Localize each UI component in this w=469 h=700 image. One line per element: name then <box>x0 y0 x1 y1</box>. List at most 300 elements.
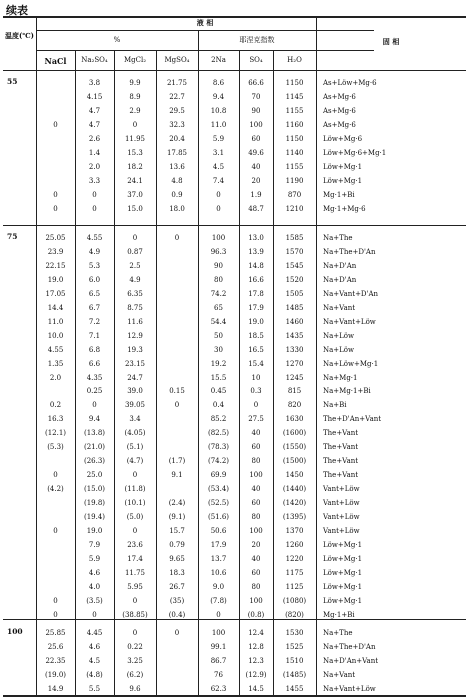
solid-phase-cell: Na+The <box>323 629 353 637</box>
table-cell: 0 <box>174 401 180 410</box>
header-liquid-phase: 液 相 <box>196 18 214 27</box>
table-cell: 69.9 <box>210 471 227 480</box>
solid-phase-cell: Mg·1+Bi <box>323 190 355 199</box>
table-cell: 1450 <box>285 471 304 480</box>
table-cell: 1175 <box>285 568 304 577</box>
table-cell: (0.4) <box>168 610 186 619</box>
solid-phase-cell: As+Mg·6 <box>323 106 356 115</box>
table-cell: 100 <box>211 629 226 637</box>
phase-equilibrium-table <box>3 16 466 696</box>
solid-phase-cell: Löw+Mg·1 <box>323 540 363 549</box>
solid-phase-cell: Na+Bi <box>323 401 347 410</box>
table-cell: 9.4 <box>212 92 225 101</box>
table-cell: 3.8 <box>88 79 101 87</box>
solid-phase-cell: Na+Vant+Löw <box>323 317 376 326</box>
table-cell: 80 <box>251 582 261 591</box>
solid-phase-cell: As+Mg·6 <box>323 92 356 101</box>
table-cell <box>36 174 75 188</box>
solid-phase-cell: The+D'An+Vant <box>323 415 382 424</box>
table-cell: (1420) <box>282 499 307 508</box>
header-rule-2 <box>36 50 374 51</box>
table-cell: 1435 <box>285 331 304 340</box>
table-cell: 25.85 <box>45 629 66 637</box>
table-cell <box>36 132 75 146</box>
table-cell: 1505 <box>285 289 304 298</box>
table-cell: 37.0 <box>127 190 143 199</box>
table-cell <box>156 668 198 682</box>
table-cell: 0.87 <box>127 247 143 256</box>
table-cell: (53.4) <box>207 485 230 494</box>
table-cell: (51.6) <box>207 513 230 521</box>
table-cell: (6.2) <box>126 670 144 679</box>
section-temperature: 75 <box>7 232 18 241</box>
table-cell: 0 <box>92 401 97 410</box>
table-cell: (19.4) <box>83 513 106 521</box>
table-cell: 100 <box>249 526 263 535</box>
table-cell: 1460 <box>285 317 304 326</box>
table-cell: 1210 <box>285 204 304 213</box>
table-cell: 23.6 <box>127 540 143 549</box>
table-cell <box>36 384 75 398</box>
table-cell: 60 <box>251 499 261 508</box>
header-jones-index: 耶涅克指数 <box>239 36 275 44</box>
table-cell: 13.0 <box>248 234 264 242</box>
solid-phase-cell: The+Vant <box>323 457 359 466</box>
table-cell: 1370 <box>285 526 304 535</box>
solid-phase-cell: Vant+Löw <box>323 499 360 508</box>
table-cell: 10.8 <box>210 106 227 115</box>
table-cell <box>36 538 75 552</box>
solid-phase-cell: Na+Vant+Löw <box>323 684 376 693</box>
table-cell <box>156 273 198 287</box>
table-cell: 1150 <box>285 79 304 87</box>
table-cell <box>36 90 75 104</box>
table-cell: 65 <box>214 303 223 312</box>
solid-phase-cell: Na+D'An <box>323 275 357 284</box>
solid-phase-cell: Na+Mg·1+Bi <box>323 387 371 396</box>
table-cell: 16.6 <box>248 275 264 284</box>
table-cell: 4.6 <box>88 568 101 577</box>
table-cell: (1080) <box>282 596 307 605</box>
table-cell: (1.7) <box>168 457 186 466</box>
table-cell: (9.1) <box>168 513 186 521</box>
table-cell: 27.5 <box>248 415 264 424</box>
table-cell <box>36 76 75 90</box>
table-cell: 1145 <box>285 92 304 101</box>
table-cell: 25.05 <box>45 234 66 242</box>
table-cell: (5.1) <box>126 443 144 452</box>
table-cell: 5.9 <box>212 134 225 143</box>
table-cell: (38.85) <box>122 610 148 619</box>
col-h2o: H₂O <box>287 56 302 64</box>
table-cell: 66.6 <box>248 79 264 87</box>
table-cell: 14.9 <box>47 684 64 693</box>
table-cell: 3.3 <box>88 176 101 185</box>
table-cell: 0.15 <box>169 387 185 396</box>
table-cell: 5.9 <box>88 554 101 563</box>
table-cell <box>156 357 198 371</box>
col-mgcl2: MgCl₂ <box>123 56 147 64</box>
table-cell: 1.4 <box>88 148 101 157</box>
table-cell: 22.35 <box>45 656 66 665</box>
table-cell: 7.2 <box>88 317 101 326</box>
table-cell: 9.0 <box>212 582 225 591</box>
header-rule-1 <box>36 30 374 31</box>
table-cell: (52.5) <box>207 499 230 508</box>
table-top-rule <box>3 16 466 18</box>
table-cell: 0 <box>174 234 180 242</box>
header-solid-phase: 固 相 <box>382 37 400 46</box>
table-cell: 0 <box>92 610 97 619</box>
table-cell: 0 <box>92 190 97 199</box>
table-cell: 1630 <box>285 415 304 424</box>
table-cell: 24.1 <box>127 176 143 185</box>
table-cell: 40 <box>251 485 261 494</box>
solid-phase-cell: Na+Vant+D'An <box>323 289 379 298</box>
table-cell: 4.35 <box>86 373 103 382</box>
table-cell: 2.5 <box>129 261 141 270</box>
table-cell: 17.85 <box>166 148 188 157</box>
table-cell: 15.0 <box>127 204 143 213</box>
table-cell: 18.5 <box>248 331 264 340</box>
table-cell: 5.95 <box>127 582 143 591</box>
table-cell: 0.25 <box>86 387 103 396</box>
col-so4: SO₄ <box>249 56 263 64</box>
table-cell: 17.9 <box>210 540 227 549</box>
table-cell <box>156 343 198 357</box>
solid-phase-cell: Na+D'An+Vant <box>323 656 379 665</box>
table-cell: 23.15 <box>124 359 146 368</box>
table-cell <box>156 440 198 454</box>
table-cell: 22.7 <box>169 92 185 101</box>
table-cell: 1140 <box>285 148 304 157</box>
solid-phase-cell: Na+Vant <box>323 670 356 679</box>
table-cell: (35) <box>169 596 185 605</box>
header-moles: % <box>113 36 121 44</box>
table-cell: 100 <box>249 471 263 480</box>
table-cell: (5.3) <box>47 443 64 452</box>
table-cell: 80 <box>251 513 261 521</box>
table-cell: 0 <box>132 120 138 129</box>
section-temperature: 100 <box>7 627 23 636</box>
table-cell <box>36 104 75 118</box>
table-cell: 870 <box>287 190 302 199</box>
table-cell: 4.8 <box>171 176 183 185</box>
table-cell: (78.3) <box>207 443 230 452</box>
table-cell: 60 <box>251 568 261 577</box>
table-cell: 20.4 <box>169 134 185 143</box>
table-cell: 60 <box>251 443 261 452</box>
table-cell: (19.8) <box>83 499 106 508</box>
table-cell: 1530 <box>285 629 304 637</box>
table-cell: 1220 <box>285 554 304 563</box>
table-cell: 1150 <box>285 134 304 143</box>
table-cell: 3.25 <box>127 656 143 665</box>
solid-phase-cell: Mg·1+Mg·6 <box>323 204 366 213</box>
table-cell: 0 <box>174 629 180 637</box>
table-cell <box>156 654 198 668</box>
table-cell: 30 <box>214 345 223 354</box>
table-cell: 0 <box>132 526 138 535</box>
table-cell: 820 <box>287 401 302 410</box>
table-cell: 1155 <box>285 106 304 115</box>
table-cell: 80 <box>251 457 261 466</box>
table-cell: 18.0 <box>169 204 185 213</box>
table-cell: (21.0) <box>83 443 106 452</box>
table-cell: 76 <box>214 670 223 679</box>
table-cell: 32.3 <box>169 120 185 129</box>
table-cell: 7.4 <box>212 176 225 185</box>
solid-phase-cell: Löw+Mg·1 <box>323 176 363 185</box>
solid-phase-cell: Na+The+D'An <box>323 642 376 651</box>
table-cell: 14.5 <box>248 684 264 693</box>
table-cell: 1510 <box>285 656 304 665</box>
table-cell: 11.95 <box>124 134 146 143</box>
table-cell: 40 <box>251 554 261 563</box>
table-cell: 39.0 <box>127 387 143 396</box>
table-cell: 9.4 <box>88 415 101 424</box>
table-cell: 12.4 <box>248 629 264 637</box>
solid-phase-cell: The+Vant <box>323 443 359 452</box>
table-cell: 4.0 <box>88 582 101 591</box>
table-cell: 0 <box>53 190 58 199</box>
table-cell: 0.45 <box>210 387 227 396</box>
table-cell: (82.5) <box>207 429 230 438</box>
table-cell: 1525 <box>285 642 304 651</box>
table-cell: 1125 <box>285 582 304 591</box>
table-cell: (5.0) <box>126 513 144 521</box>
table-cell <box>156 287 198 301</box>
table-cell: 6.5 <box>88 289 101 298</box>
table-cell: 17.05 <box>45 289 66 298</box>
table-cell: 5.3 <box>88 261 101 270</box>
solid-phase-cell: The+Vant <box>323 471 359 480</box>
table-cell: 4.55 <box>47 345 64 354</box>
table-cell: 4.55 <box>86 234 103 242</box>
table-cell <box>156 301 198 315</box>
table-cell: 7.1 <box>88 331 101 340</box>
table-cell: 0.9 <box>171 190 183 199</box>
table-cell: (1550) <box>282 443 307 452</box>
table-cell: (10.1) <box>124 499 146 508</box>
solid-phase-cell: Na+Mg·1 <box>323 373 358 382</box>
solid-phase-cell: Löw+Mg·1 <box>323 596 363 605</box>
table-cell: 48.7 <box>248 204 264 213</box>
solid-phase-cell: The+Vant <box>323 429 359 438</box>
table-cell: 100 <box>211 234 226 242</box>
table-cell: (1440) <box>282 485 307 494</box>
table-cell: (26.3) <box>83 457 106 466</box>
table-cell: 49.6 <box>248 148 264 157</box>
table-cell: 17.9 <box>248 303 264 312</box>
table-cell: 19.3 <box>127 345 143 354</box>
table-cell: (0.8) <box>247 610 265 619</box>
header-bottom-rule <box>3 70 466 71</box>
table-cell: (19.0) <box>44 670 67 679</box>
table-cell: 50 <box>214 331 223 340</box>
col-nacl: NaCl <box>44 56 67 66</box>
table-cell: 0 <box>216 204 221 213</box>
table-cell <box>156 482 198 496</box>
table-cell <box>36 580 75 594</box>
table-cell: (12.1) <box>44 429 67 438</box>
table-cell: 2.6 <box>88 134 101 143</box>
solid-phase-cell: Na+Löw+Mg·1 <box>323 359 379 368</box>
table-cell: 86.7 <box>210 656 227 665</box>
solid-phase-cell: Na+Löw <box>323 331 355 340</box>
table-cell: 8.6 <box>212 79 225 87</box>
table-cell: 0 <box>132 234 138 242</box>
table-cell: 40 <box>251 429 261 438</box>
table-cell: 0 <box>216 190 221 199</box>
table-cell: 11.0 <box>210 120 227 129</box>
table-cell: (820) <box>285 610 304 619</box>
table-cell: 9.6 <box>129 684 141 693</box>
table-cell: 3.4 <box>129 415 141 424</box>
table-cell: 100 <box>249 596 263 605</box>
vline-7 <box>316 16 317 696</box>
table-cell: 17.4 <box>127 554 143 563</box>
table-cell: 4.5 <box>88 656 101 665</box>
table-cell: 39.05 <box>124 401 146 410</box>
table-cell: 14.4 <box>47 303 64 312</box>
table-cell: 1330 <box>285 345 304 354</box>
table-cell: 0.4 <box>212 401 225 410</box>
solid-phase-cell: Vant+Löw <box>323 526 360 535</box>
table-cell <box>156 245 198 259</box>
table-cell: (11.8) <box>124 485 146 494</box>
table-cell: 50.6 <box>210 526 227 535</box>
table-cell: 9.9 <box>129 79 141 87</box>
table-cell: (1395) <box>282 513 307 521</box>
table-cell: (1500) <box>282 457 307 466</box>
table-cell: 6.35 <box>127 289 143 298</box>
table-cell: 0 <box>53 120 58 129</box>
table-cell: 4.9 <box>129 275 141 284</box>
table-cell: 62.3 <box>210 684 227 693</box>
solid-phase-cell: Löw+Mg·1 <box>323 554 363 563</box>
col-2na: 2Na <box>211 56 226 64</box>
table-cell: 1245 <box>285 373 304 382</box>
table-cell <box>36 496 75 510</box>
table-cell: 11.6 <box>127 317 143 326</box>
table-cell: (74.2) <box>207 457 230 466</box>
solid-phase-cell: Löw+Mg·6 <box>323 134 363 143</box>
table-cell: 19.2 <box>210 359 227 368</box>
table-cell: 4.7 <box>88 120 101 129</box>
table-cell: 70 <box>251 92 261 101</box>
table-cell <box>36 566 75 580</box>
table-cell: 15.4 <box>248 359 264 368</box>
table-cell: 1.35 <box>47 359 64 368</box>
table-cell: 4.9 <box>88 247 101 256</box>
table-cell: (4.7) <box>126 457 144 466</box>
table-cell: 1455 <box>285 684 304 693</box>
table-cell: 19.0 <box>47 275 64 284</box>
table-cell: 16.5 <box>248 345 264 354</box>
table-cell: (4.05) <box>124 429 146 438</box>
table-cell: 9.65 <box>169 554 185 563</box>
table-cell: 80 <box>214 275 223 284</box>
table-cell: 17.8 <box>248 289 264 298</box>
table-cell: 2.0 <box>88 162 101 171</box>
table-cell: 5.5 <box>88 684 101 693</box>
table-cell: 8.75 <box>127 303 143 312</box>
col-mgso4: MgSO₄ <box>164 56 190 64</box>
table-cell: 9.1 <box>171 471 183 480</box>
table-cell: (7.8) <box>210 596 227 605</box>
table-cell: 11.75 <box>124 568 146 577</box>
table-cell: 26.7 <box>169 582 185 591</box>
table-cell: 23.9 <box>47 247 64 256</box>
table-cell: 0 <box>216 610 221 619</box>
solid-phase-cell: Na+D'An <box>323 261 357 270</box>
table-cell: (4.8) <box>86 670 103 679</box>
table-cell: 20 <box>251 540 261 549</box>
table-cell: (12.9) <box>245 670 267 679</box>
table-cell: 0.22 <box>127 642 143 651</box>
table-cell: 29.5 <box>169 106 185 115</box>
table-cell: 1485 <box>285 303 304 312</box>
table-cell: 15.3 <box>127 148 143 157</box>
solid-phase-cell: Löw+Mg·1 <box>323 582 363 591</box>
table-cell: 0 <box>53 471 58 480</box>
table-cell <box>36 454 75 468</box>
table-cell: 0 <box>132 629 138 637</box>
table-cell: 40 <box>251 162 261 171</box>
solid-phase-cell: Löw+Mg·1 <box>323 162 363 171</box>
table-cell: 0 <box>53 204 58 213</box>
table-cell <box>156 315 198 329</box>
table-cell: 10.6 <box>210 568 227 577</box>
table-cell: 25.6 <box>47 642 64 651</box>
table-cell <box>36 510 75 524</box>
table-cell: (13.8) <box>83 429 106 438</box>
table-cell <box>156 329 198 343</box>
section-temperature: 55 <box>7 77 18 86</box>
table-cell: (4.2) <box>47 485 64 494</box>
table-cell <box>156 259 198 273</box>
solid-phase-cell: Na+Löw <box>323 345 355 354</box>
table-cell: 19.0 <box>86 526 103 535</box>
table-cell <box>36 552 75 566</box>
table-cell: 10.0 <box>47 331 64 340</box>
table-cell: 18.3 <box>169 568 185 577</box>
table-cell: 20 <box>251 176 261 185</box>
table-cell: 25.0 <box>86 471 103 480</box>
table-cell: 11.0 <box>47 317 64 326</box>
table-cell: 16.3 <box>47 415 64 424</box>
table-continued-title: 续表 <box>6 4 28 17</box>
table-cell <box>156 371 198 385</box>
table-cell: (1485) <box>282 670 307 679</box>
table-cell: 1270 <box>285 359 304 368</box>
table-cell: 3.1 <box>212 148 225 157</box>
solid-phase-cell: Na+Vant <box>323 303 356 312</box>
table-cell: (15.0) <box>83 485 106 494</box>
col-na2so4: Na₂SO₄ <box>81 56 108 64</box>
table-cell: 24.7 <box>127 373 143 382</box>
solid-phase-cell: Löw+Mg·6+Mg·1 <box>323 148 387 157</box>
table-cell: 96.3 <box>210 247 227 256</box>
table-cell: 0 <box>53 596 58 605</box>
table-cell: 0 <box>132 596 138 605</box>
table-cell: 0 <box>53 610 58 619</box>
table-cell: 0.79 <box>169 540 185 549</box>
table-cell <box>36 160 75 174</box>
table-cell: 0.2 <box>49 401 62 410</box>
table-cell: 12.3 <box>248 656 264 665</box>
